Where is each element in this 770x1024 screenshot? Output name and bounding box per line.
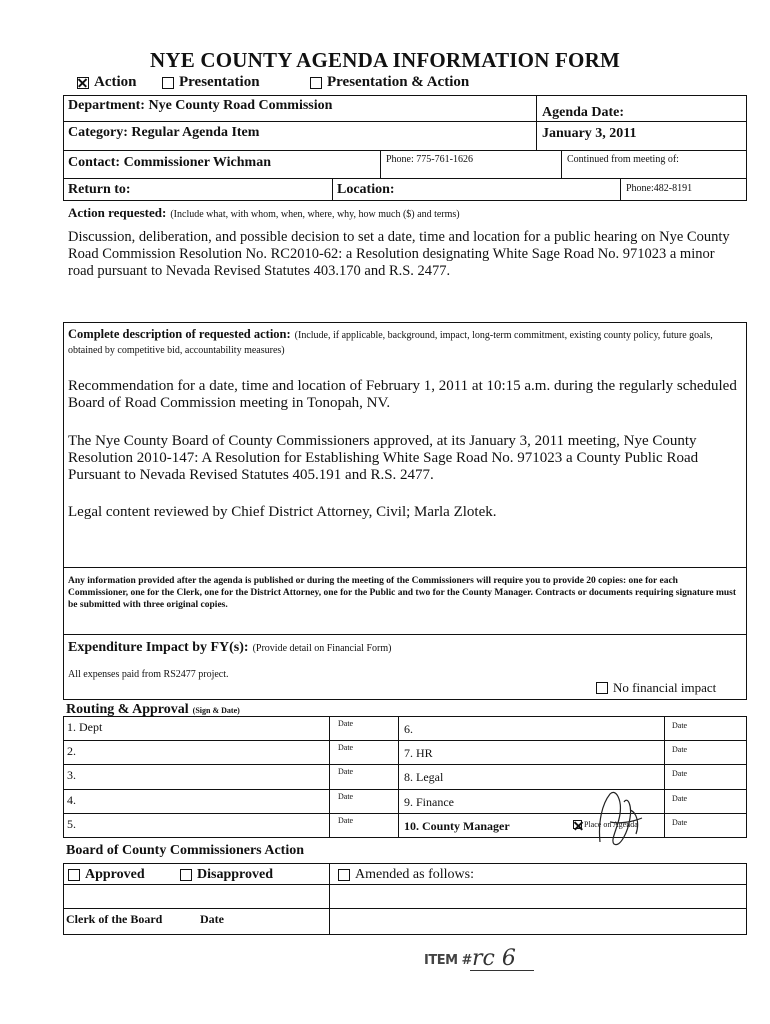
description-hint: (Include, if applicable, background, impact, long-term commitment, existing county policy, future goals, obtained by competitive bid, accountability measures) bbox=[68, 330, 713, 356]
description-paragraph-1: Recommendation for a date, time and location of February 1, 2011 at 10:15 a.m. during the regularly scheduled Board of Road Commission meeting in Tonopah, NV. bbox=[68, 378, 737, 411]
contact-phone: Phone: 775-761-1626 bbox=[386, 154, 473, 165]
divider bbox=[664, 716, 665, 838]
presentation-action-option[interactable] bbox=[310, 74, 469, 91]
amended-option[interactable] bbox=[338, 867, 474, 883]
clerk-of-board-label: Clerk of the Board bbox=[66, 912, 163, 926]
divider bbox=[329, 716, 330, 838]
divider bbox=[329, 863, 330, 935]
category-field: Category: Regular Agenda Item bbox=[68, 125, 260, 140]
approved-option[interactable] bbox=[68, 867, 145, 883]
divider bbox=[329, 908, 747, 909]
department-field: Department: Nye County Road Commission bbox=[68, 98, 333, 113]
amended-label: Amended as follows: bbox=[355, 867, 474, 882]
date-label: Date bbox=[338, 792, 354, 801]
action-option[interactable] bbox=[77, 74, 137, 91]
divider bbox=[329, 884, 747, 885]
routing-row-1[interactable]: 1. Dept bbox=[67, 720, 103, 734]
agenda-date-value: January 3, 2011 bbox=[542, 126, 637, 141]
action-label: Action bbox=[94, 74, 137, 90]
date-label: Date bbox=[672, 769, 688, 778]
action-requested-hint: (Include what, with whom, when, where, why, how much ($) and terms) bbox=[170, 209, 460, 220]
place-on-agenda-label: Place on Agenda bbox=[584, 820, 638, 829]
date-label: Date bbox=[672, 818, 688, 827]
presentation-label: Presentation bbox=[179, 74, 260, 90]
description-heading bbox=[68, 327, 740, 357]
continued-from-field: Continued from meeting of: bbox=[567, 154, 679, 165]
board-action-heading: Board of County Commissioners Action bbox=[66, 843, 305, 858]
amended-checkbox-icon[interactable] bbox=[338, 869, 350, 881]
routing-row-6[interactable]: 6. bbox=[404, 722, 413, 736]
action-requested-label: Action requested: bbox=[68, 205, 167, 220]
routing-row-3[interactable]: 3. bbox=[67, 768, 76, 782]
no-financial-impact-option[interactable] bbox=[596, 680, 716, 696]
divider bbox=[63, 150, 747, 151]
date-label: Date bbox=[672, 721, 688, 730]
divider bbox=[332, 178, 333, 201]
contact-field: Contact: Commissioner Wichman bbox=[68, 155, 271, 170]
divider bbox=[398, 716, 399, 838]
copies-notice: Any information provided after the agenda is published or during the meeting of the Commissioners will require you to provide 20 copies: one for each Commissioner, one for the Clerk, one for the District Attorney, one for the Public and two for the County Manager. Contracts or documents requiring signature must be submitted with three original copies. bbox=[68, 576, 737, 610]
date-label: Date bbox=[338, 719, 354, 728]
description-paragraph-2: The Nye County Board of County Commissioners approved, at its January 3, 2011 meeting, Nye County Resolution 2010-147: A Resolution for Establishing White Sage Road No. 971023 a County Public Road Pursuant to Nevada Revised Statutes 405.191 and R.S. 2477. bbox=[68, 433, 699, 483]
expenditure-label: Expenditure Impact by FY(s): bbox=[68, 640, 249, 655]
routing-row-finance[interactable]: 9. Finance bbox=[404, 795, 454, 809]
presentation-action-checkbox-icon[interactable] bbox=[310, 77, 322, 89]
routing-row-4[interactable]: 4. bbox=[67, 793, 76, 807]
date-label: Date bbox=[338, 816, 354, 825]
date-label: Date bbox=[672, 745, 688, 754]
action-requested-heading bbox=[68, 204, 460, 222]
date-label: Date bbox=[672, 794, 688, 803]
approved-label: Approved bbox=[85, 867, 145, 882]
date-label: Date bbox=[338, 743, 354, 752]
description-label: Complete description of requested action: bbox=[68, 327, 291, 341]
divider bbox=[620, 178, 621, 201]
item-number-handwritten: rc 6 bbox=[472, 946, 516, 971]
routing-label: Routing & Approval bbox=[66, 702, 189, 717]
item-number-underline bbox=[470, 970, 534, 971]
disapproved-checkbox-icon[interactable] bbox=[180, 869, 192, 881]
divider bbox=[63, 121, 747, 122]
routing-hint: (Sign & Date) bbox=[192, 706, 240, 715]
approved-checkbox-icon[interactable] bbox=[68, 869, 80, 881]
location-phone: Phone:482-8191 bbox=[626, 183, 693, 194]
divider bbox=[63, 567, 747, 568]
agenda-date-label: Agenda Date: bbox=[542, 105, 625, 120]
disapproved-label: Disapproved bbox=[197, 867, 273, 882]
routing-row-hr[interactable]: 7. HR bbox=[404, 746, 433, 760]
action-checkbox-checked-icon[interactable] bbox=[77, 77, 89, 89]
form-title: NYE COUNTY AGENDA INFORMATION FORM bbox=[150, 48, 620, 72]
presentation-checkbox-icon[interactable] bbox=[162, 77, 174, 89]
divider bbox=[63, 634, 747, 635]
date-label: Date bbox=[338, 767, 354, 776]
no-financial-impact-label: No financial impact bbox=[613, 680, 717, 695]
presentation-option[interactable] bbox=[162, 74, 260, 91]
county-manager-signature-icon bbox=[580, 782, 660, 854]
divider bbox=[63, 178, 747, 179]
disapproved-option[interactable] bbox=[180, 867, 273, 883]
no-financial-impact-checkbox-icon[interactable] bbox=[596, 682, 608, 694]
divider bbox=[63, 740, 747, 741]
expenditure-text: All expenses paid from RS2477 project. bbox=[68, 669, 229, 680]
routing-row-county-manager[interactable]: 10. County Manager bbox=[404, 819, 510, 833]
divider bbox=[536, 95, 537, 151]
expenditure-hint: (Provide detail on Financial Form) bbox=[252, 643, 392, 654]
description-paragraph-3: Legal content reviewed by Chief District Attorney, Civil; Marla Zlotek. bbox=[68, 504, 497, 520]
divider bbox=[561, 150, 562, 178]
location-field: Location: bbox=[337, 182, 395, 197]
clerk-date-label: Date bbox=[200, 912, 224, 926]
presentation-action-label: Presentation & Action bbox=[327, 74, 470, 90]
routing-row-2[interactable]: 2. bbox=[67, 744, 76, 758]
routing-row-5[interactable]: 5. bbox=[67, 817, 76, 831]
divider bbox=[63, 764, 747, 765]
routing-row-legal[interactable]: 8. Legal bbox=[404, 770, 444, 784]
return-to-field: Return to: bbox=[68, 182, 131, 197]
divider bbox=[380, 150, 381, 178]
expenditure-heading bbox=[68, 638, 391, 656]
action-requested-text: Discussion, deliberation, and possible decision to set a date, time and location for a public hearing on Nye County Road Commission Resolution No. RC2010-62: a Resolution designating White Sage Road No. 971023 a minor road pursuant to Nevada Revised Statutes 403.170 and R.S. 2477. bbox=[68, 229, 730, 279]
item-number-stamp: ITEM # bbox=[424, 953, 472, 968]
divider bbox=[63, 884, 330, 885]
divider bbox=[63, 908, 330, 909]
